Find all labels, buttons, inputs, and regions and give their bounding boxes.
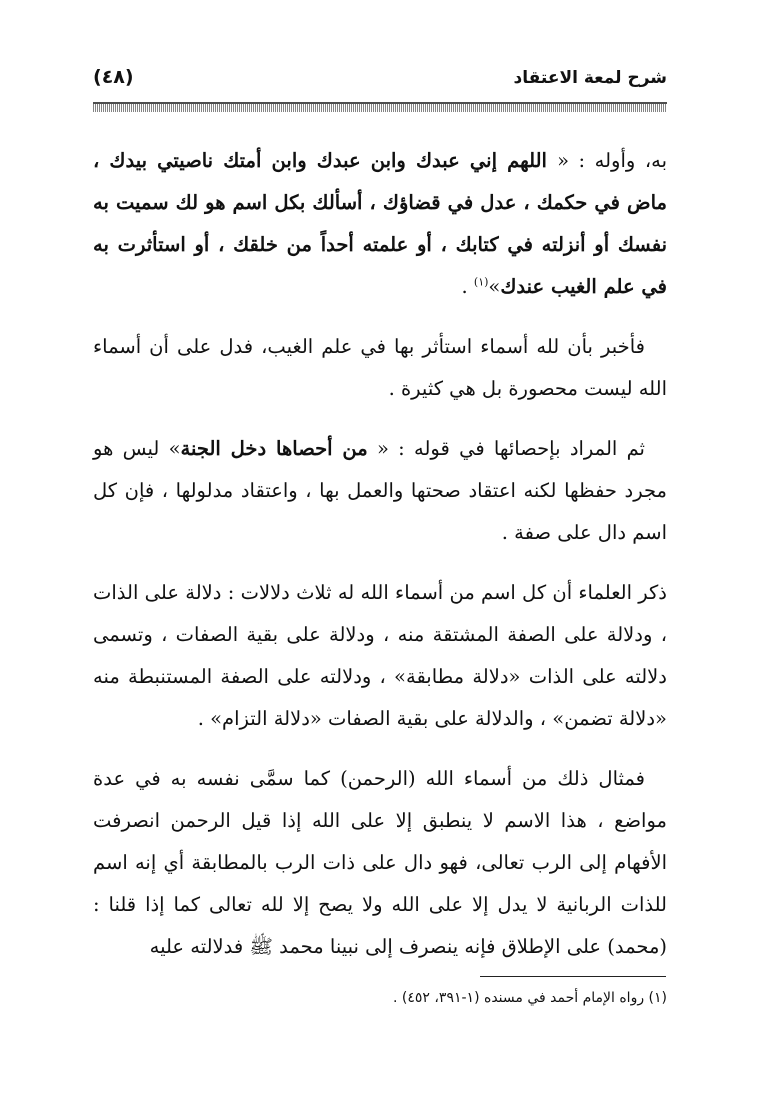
hadith-quote: اللهم إني عبدك وابن عبدك وابن أمتك ناصيتي بيدك ، ماض في حكمك ، عدل في قضاؤك ، أسألك بكل اسم هو لك سميت به نفسك أو أنزلته في كتابك ، أو علمته أحداً من خلقك ، أو استأثرت به في علم الغيب عندك <box>93 149 667 298</box>
page-header <box>93 68 667 98</box>
footnote-separator <box>480 976 666 977</box>
hadith-intro: به، وأوله : « <box>557 149 667 172</box>
main-text <box>93 140 667 986</box>
paragraph-4: ذكر العلماء أن كل اسم من أسماء الله له ثلاث دلالات : دلالة على الذات ، ودلالة على الصفة المشتقة منه ، ودلالة على بقية الصفات ، وتسمى دلالته على الذات «دلالة مطابقة» ، ودلالته على الصفة المستنبطة منه «دلالة تضمن» ، والدلالة على بقية الصفات «دلالة التزام» . <box>93 581 667 730</box>
header-rule <box>93 102 667 112</box>
paragraph-2: فأخبر بأن لله أسماء استأثر بها في علم الغيب، فدل على أن أسماء الله ليست محصورة بل هي كثيرة . <box>93 335 667 400</box>
page-number: (٤٨) <box>93 66 134 88</box>
running-title: شرح لمعة الاعتقاد <box>513 68 667 88</box>
p3-intro: ثم المراد بإحصائها في قوله : « <box>367 437 645 460</box>
hadith-quote-close: » <box>488 275 501 298</box>
hadith-end: . <box>461 275 474 298</box>
p3-rest: » ليس هو مجرد حفظها لكنه اعتقاد صحتها والعمل بها ، واعتقاد مدلولها ، فإن كل اسم دال على صفة . <box>93 437 667 544</box>
footnote-ref: (١) <box>473 275 489 289</box>
paragraph-5: فمثال ذلك من أسماء الله (الرحمن) كما سمَّى نفسه به في عدة مواضع ، هذا الاسم لا ينطبق إلا على الله إذا قيل الرحمن انصرفت الأفهام إلى الرب تعالى، فهو دال على ذات الرب بالمطابقة أي إنه اسم للذات الربانية لا يدل إلا على الله ولا يصح إلا لله تعالى كما إذا قلنا : (محمد) على الإطلاق فإنه ينصرف إلى نبينا محمد ﷺ فدلالته عليه <box>93 767 667 958</box>
footnote: (١) رواه الإمام أحمد في مسنده (١-٣٩١، ٤٥٢) . <box>393 990 667 1006</box>
paragraph-3 <box>93 428 667 554</box>
p3-quote: من أحصاها دخل الجنة <box>180 437 368 460</box>
paragraph-hadith <box>93 140 667 308</box>
